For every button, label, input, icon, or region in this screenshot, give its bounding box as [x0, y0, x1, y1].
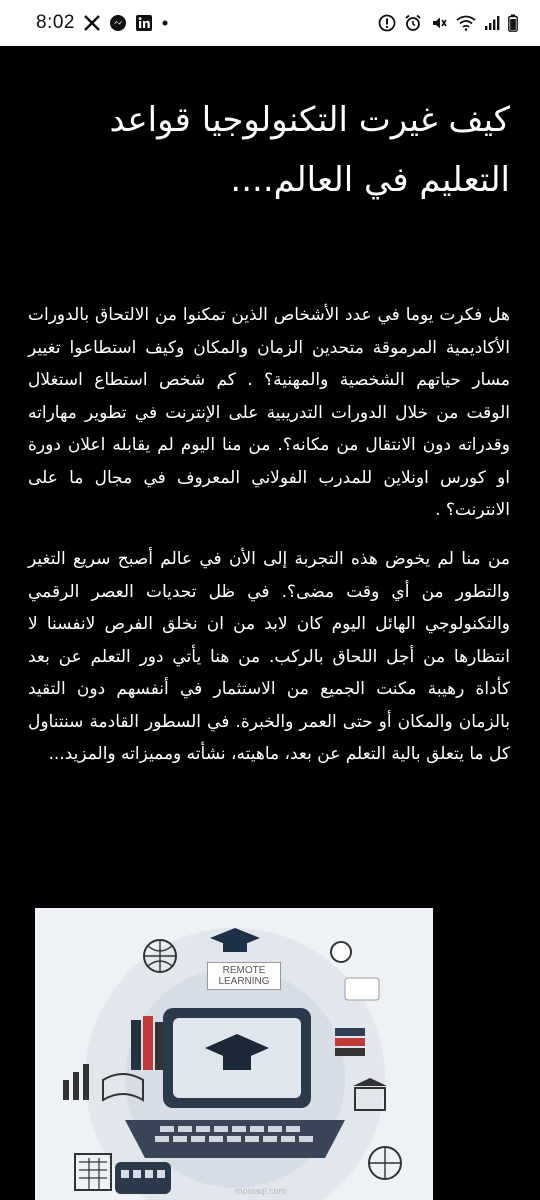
- image-watermark: mostaql.com: [235, 1186, 287, 1196]
- remote-learning-illustration: [35, 908, 433, 1200]
- status-right: [378, 14, 518, 32]
- status-time: 8:02: [36, 12, 75, 33]
- status-left: [36, 12, 169, 34]
- dot-icon: [161, 19, 169, 27]
- article-hero-image[interactable]: [35, 908, 433, 1200]
- article-paragraph-1: هل فكرت يوما في عدد الأشخاص الذين تمكنوا من الالتحاق بالدورات الأكاديمية المرموقة متحدين الزمان والمكان وكيف استطاعوا تغيير مسار حياتهم الشخصية والمهنية؟ . كم شخص استطاع استغلال الوقت من خلال الدورات التدريبية على الإنترنت في تطوير مهاراته وقدراته دون الانتقال من مكانه؟. من منا اليوم لم يقابله اعلان دورة او كورس اونلاين للمدرب الفولاني المعروف في مجال ما على الانترنت؟ .: [28, 305, 510, 520]
- messenger-icon: [109, 14, 127, 32]
- alarm-icon: [404, 14, 422, 32]
- article: [0, 46, 540, 1200]
- alert-icon: [378, 14, 396, 32]
- remote-learning-label: REMOTE LEARNING: [207, 962, 281, 990]
- article-title: كيف غيرت التكنولوجيا قواعد التعليم في العالم....: [109, 100, 510, 200]
- wifi-icon: [456, 15, 476, 31]
- signal-icon: [484, 15, 500, 31]
- x-app-icon: [83, 14, 101, 32]
- battery-icon: [508, 14, 518, 32]
- mute-icon: [430, 14, 448, 32]
- linkedin-icon: [135, 14, 153, 32]
- status-bar: [0, 0, 540, 46]
- article-paragraph-2: من منا لم يخوض هذه التجربة إلى الأن في عالم أصبح سريع التغير والتطور من أي وقت مضى؟. في ظل تحديات العصر الرقمي والتكنولوجي الهائل اليوم كان لابد من ان نخلق الفرص لانفسنا لا انتظارها من أجل اللحاق بالركب. من هنا يأتي دور التعلم عن بعد كأداة رهيبة مكنت الجميع من الاستثمار في أنفسهم دون التقيد بالزمان والمكان أو حتى العمر والخبرة. في السطور القادمة سنتناول كل ما يتعلق بالية التعلم عن بعد، ماهيته، نشأته ومميزاته والمزيد...: [28, 549, 510, 764]
